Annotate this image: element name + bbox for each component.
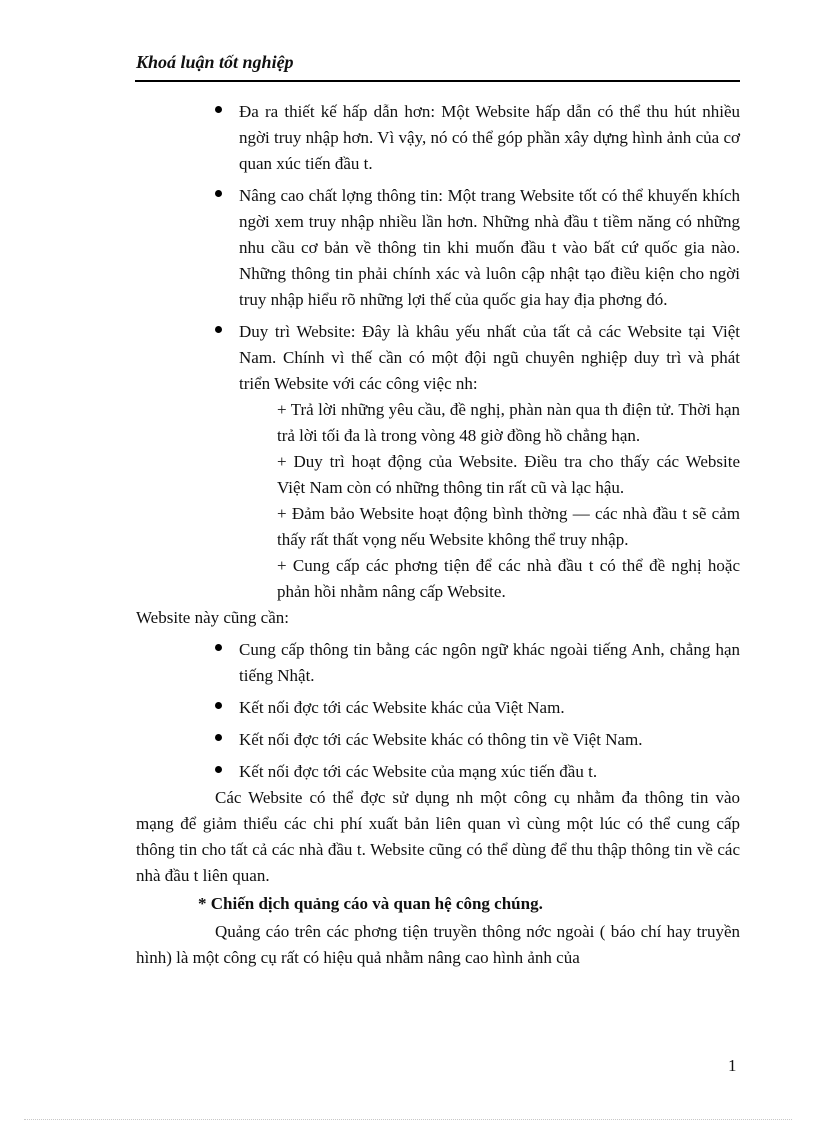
sub-item: + Trả lời những yêu cầu, đề nghị, phàn nàn qua th điện tử. Thời hạn trả lời tối đa là trong vòng 48 giờ đồng hồ chẳng hạn. xyxy=(277,400,740,445)
list-item xyxy=(136,727,740,753)
sub-item: + Cung cấp các phơng tiện để các nhà đầu t có thể đề nghị hoặc phản hồi nhằm nâng cấp Website. xyxy=(277,556,740,601)
paragraph: Quảng cáo trên các phơng tiện truyền thông nớc ngoài ( báo chí hay truyền hình) là một công cụ rất có hiệu quả nhằm nâng cao hình ảnh của xyxy=(136,922,740,967)
list-item-text: Đa ra thiết kế hấp dẫn hơn: Một Website hấp dẫn có thể thu hút nhiều ngời truy nhập hơn. Vì vậy, nó có thể góp phần xây dựng hình ảnh của cơ quan xúc tiến đầu t. xyxy=(239,102,740,173)
bullet-icon xyxy=(215,644,222,651)
list-item-text: Kết nối đợc tới các Website khác có thông tin về Việt Nam. xyxy=(239,730,643,749)
bullet-icon xyxy=(215,106,222,113)
list-item-text: Kết nối đợc tới các Website khác của Việt Nam. xyxy=(239,698,565,717)
bullet-list-top xyxy=(136,99,740,397)
list-item-text: Nâng cao chất lợng thông tin: Một trang Website tốt có thể khuyến khích ngời xem truy nhập nhiều lần hơn. Những nhà đầu t tiềm năng có những nhu cầu cơ bản về thông tin khi muốn đầu t vào bất cứ quốc gia nào. Những thông tin phải chính xác và luôn cập nhật tạo điều kiện cho ngời truy nhập hiểu rõ những lợi thế của quốc gia hay địa phơng đó. xyxy=(239,186,740,309)
sub-item-list xyxy=(136,397,740,605)
section-heading: * Chiến dịch quảng cáo và quan hệ công chúng. xyxy=(198,894,543,913)
sub-item: + Duy trì hoạt động của Website. Điều tra cho thấy các Website Việt Nam còn có những thông tin rất cũ và lạc hậu. xyxy=(277,452,740,497)
list-item-text: Cung cấp thông tin bằng các ngôn ngữ khác ngoài tiếng Anh, chẳng hạn tiếng Nhật. xyxy=(239,640,740,685)
bullet-icon xyxy=(215,766,222,773)
bullet-icon xyxy=(215,702,222,709)
list-item xyxy=(136,695,740,721)
list-item xyxy=(136,319,740,397)
list-item-text: Kết nối đợc tới các Website của mạng xúc tiến đầu t. xyxy=(239,762,598,781)
list-item xyxy=(136,759,740,785)
document-body xyxy=(136,99,740,971)
bullet-list-bottom xyxy=(136,637,740,785)
bullet-icon xyxy=(215,326,222,333)
paragraph: Các Website có thể đợc sử dụng nh một công cụ nhằm đa thông tin vào mạng để giảm thiểu các chi phí xuất bản liên quan vì cùng một lúc có thể cung cấp thông tin cho tất cả các nhà đầu t. Website cũng có thể dùng để thu thập thông tin về các nhà đầu t liên quan. xyxy=(136,788,740,885)
list-item-text: Duy trì Website: Đây là khâu yếu nhất của tất cả các Website tại Việt Nam. Chính vì thế cần có một đội ngũ chuyên nghiệp duy trì và phát triển Website với các công việc nh: xyxy=(239,322,740,393)
bullet-icon xyxy=(215,734,222,741)
list-item xyxy=(136,99,740,177)
intro-line: Website này cũng cần: xyxy=(136,608,289,627)
footer-divider xyxy=(24,1119,792,1120)
list-item xyxy=(136,183,740,313)
sub-item: + Đảm bảo Website hoạt động bình thờng — các nhà đầu t sẽ cảm thấy rất thất vọng nếu Website không thể truy nhập. xyxy=(277,504,740,549)
bullet-icon xyxy=(215,190,222,197)
list-item xyxy=(136,637,740,689)
page-header-title: Khoá luận tốt nghiệp xyxy=(136,52,294,72)
header-divider xyxy=(135,80,740,82)
page-number: 1 xyxy=(728,1056,737,1075)
